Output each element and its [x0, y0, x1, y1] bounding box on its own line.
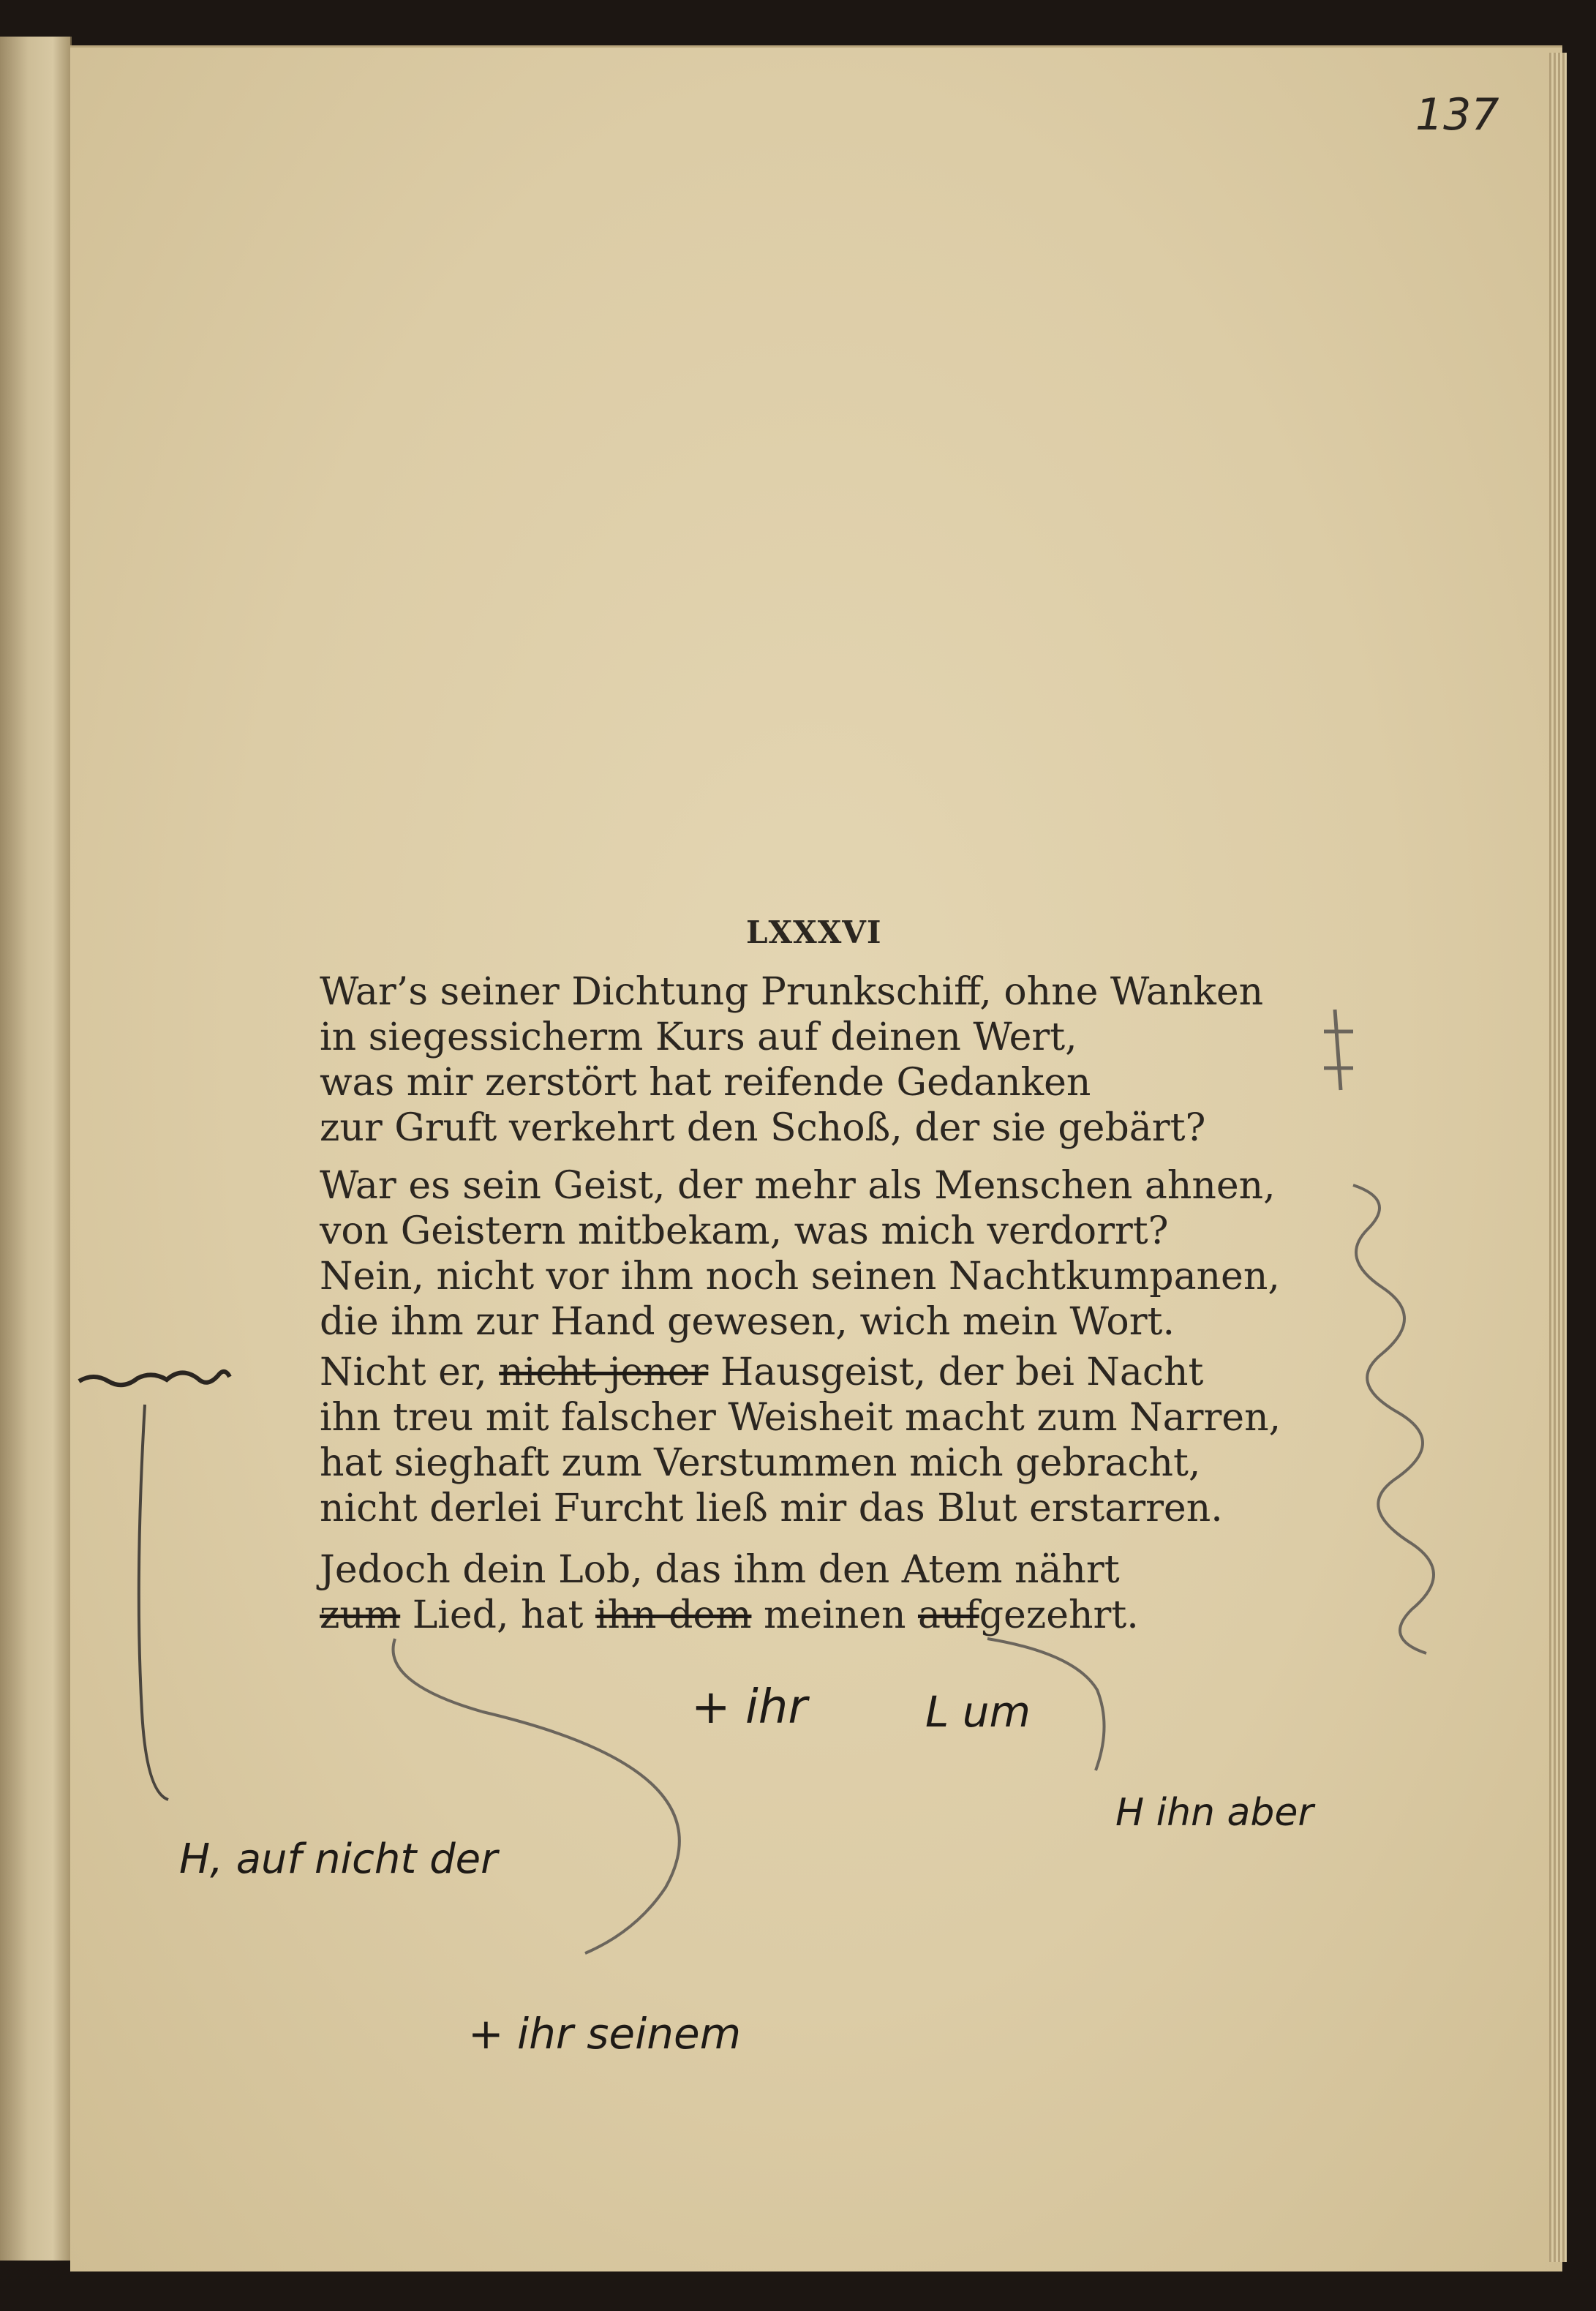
line-text: nicht derlei Furcht ließ mir das Blut erstarren.	[320, 1487, 1223, 1530]
right-margin-wave	[1353, 1185, 1434, 1653]
line-text: Lied, hat	[400, 1593, 595, 1637]
line-text: Nicht er,	[320, 1350, 500, 1394]
line-text: die ihm zur Hand gewesen, wich mein Wort.	[320, 1300, 1175, 1344]
struck-text: zum	[320, 1593, 401, 1637]
pencil-note-left: H, auf nicht der	[179, 1835, 498, 1883]
pencil-curve-left	[394, 1639, 680, 1953]
struck-text: nicht jener	[499, 1350, 709, 1394]
right-margin-mark	[1324, 1010, 1353, 1090]
page-number: 137	[1415, 89, 1499, 140]
line-text: War’s seiner Dichtung Prunkschiff, ohne Wanken	[320, 970, 1264, 1014]
poem-title: LXXXVI	[746, 914, 882, 950]
ink-note-1: + ihr	[691, 1680, 808, 1735]
left-margin-scribble	[79, 1372, 230, 1385]
ink-note-2: L um	[925, 1687, 1031, 1737]
line-text: hat sieghaft zum Verstummen mich gebracht,	[320, 1441, 1201, 1485]
line-text: was mir zerstört hat reifende Gedanken	[320, 1061, 1091, 1105]
line-text: Nein, nicht vor ihm noch seinen Nachtkumpanen,	[320, 1255, 1280, 1299]
pencil-note-bottom: + ihr seinem	[468, 2009, 742, 2059]
line-text: War es sein Geist, der mehr als Menschen ahnen,	[320, 1164, 1276, 1208]
line-text: gezehrt.	[979, 1593, 1139, 1637]
line-text: Jedoch dein Lob, das ihm den Atem nährt	[320, 1548, 1120, 1592]
line-text: ihn treu mit falscher Weisheit macht zum Narren,	[320, 1396, 1281, 1440]
line-text: zur Gruft verkehrt den Schoß, der sie gebärt?	[320, 1106, 1206, 1150]
left-margin-line	[139, 1405, 168, 1800]
line-text: in siegessicherm Kurs auf deinen Wert,	[320, 1015, 1077, 1059]
struck-text: ihn dem	[595, 1593, 752, 1637]
line-text: Hausgeist, der bei Nacht	[708, 1350, 1204, 1394]
struck-text: auf	[917, 1593, 979, 1637]
pencil-note-right: H ihn aber	[1115, 1791, 1314, 1835]
line-text: von Geistern mitbekam, was mich verdorrt?	[320, 1209, 1169, 1253]
line-text: meinen	[751, 1593, 918, 1637]
